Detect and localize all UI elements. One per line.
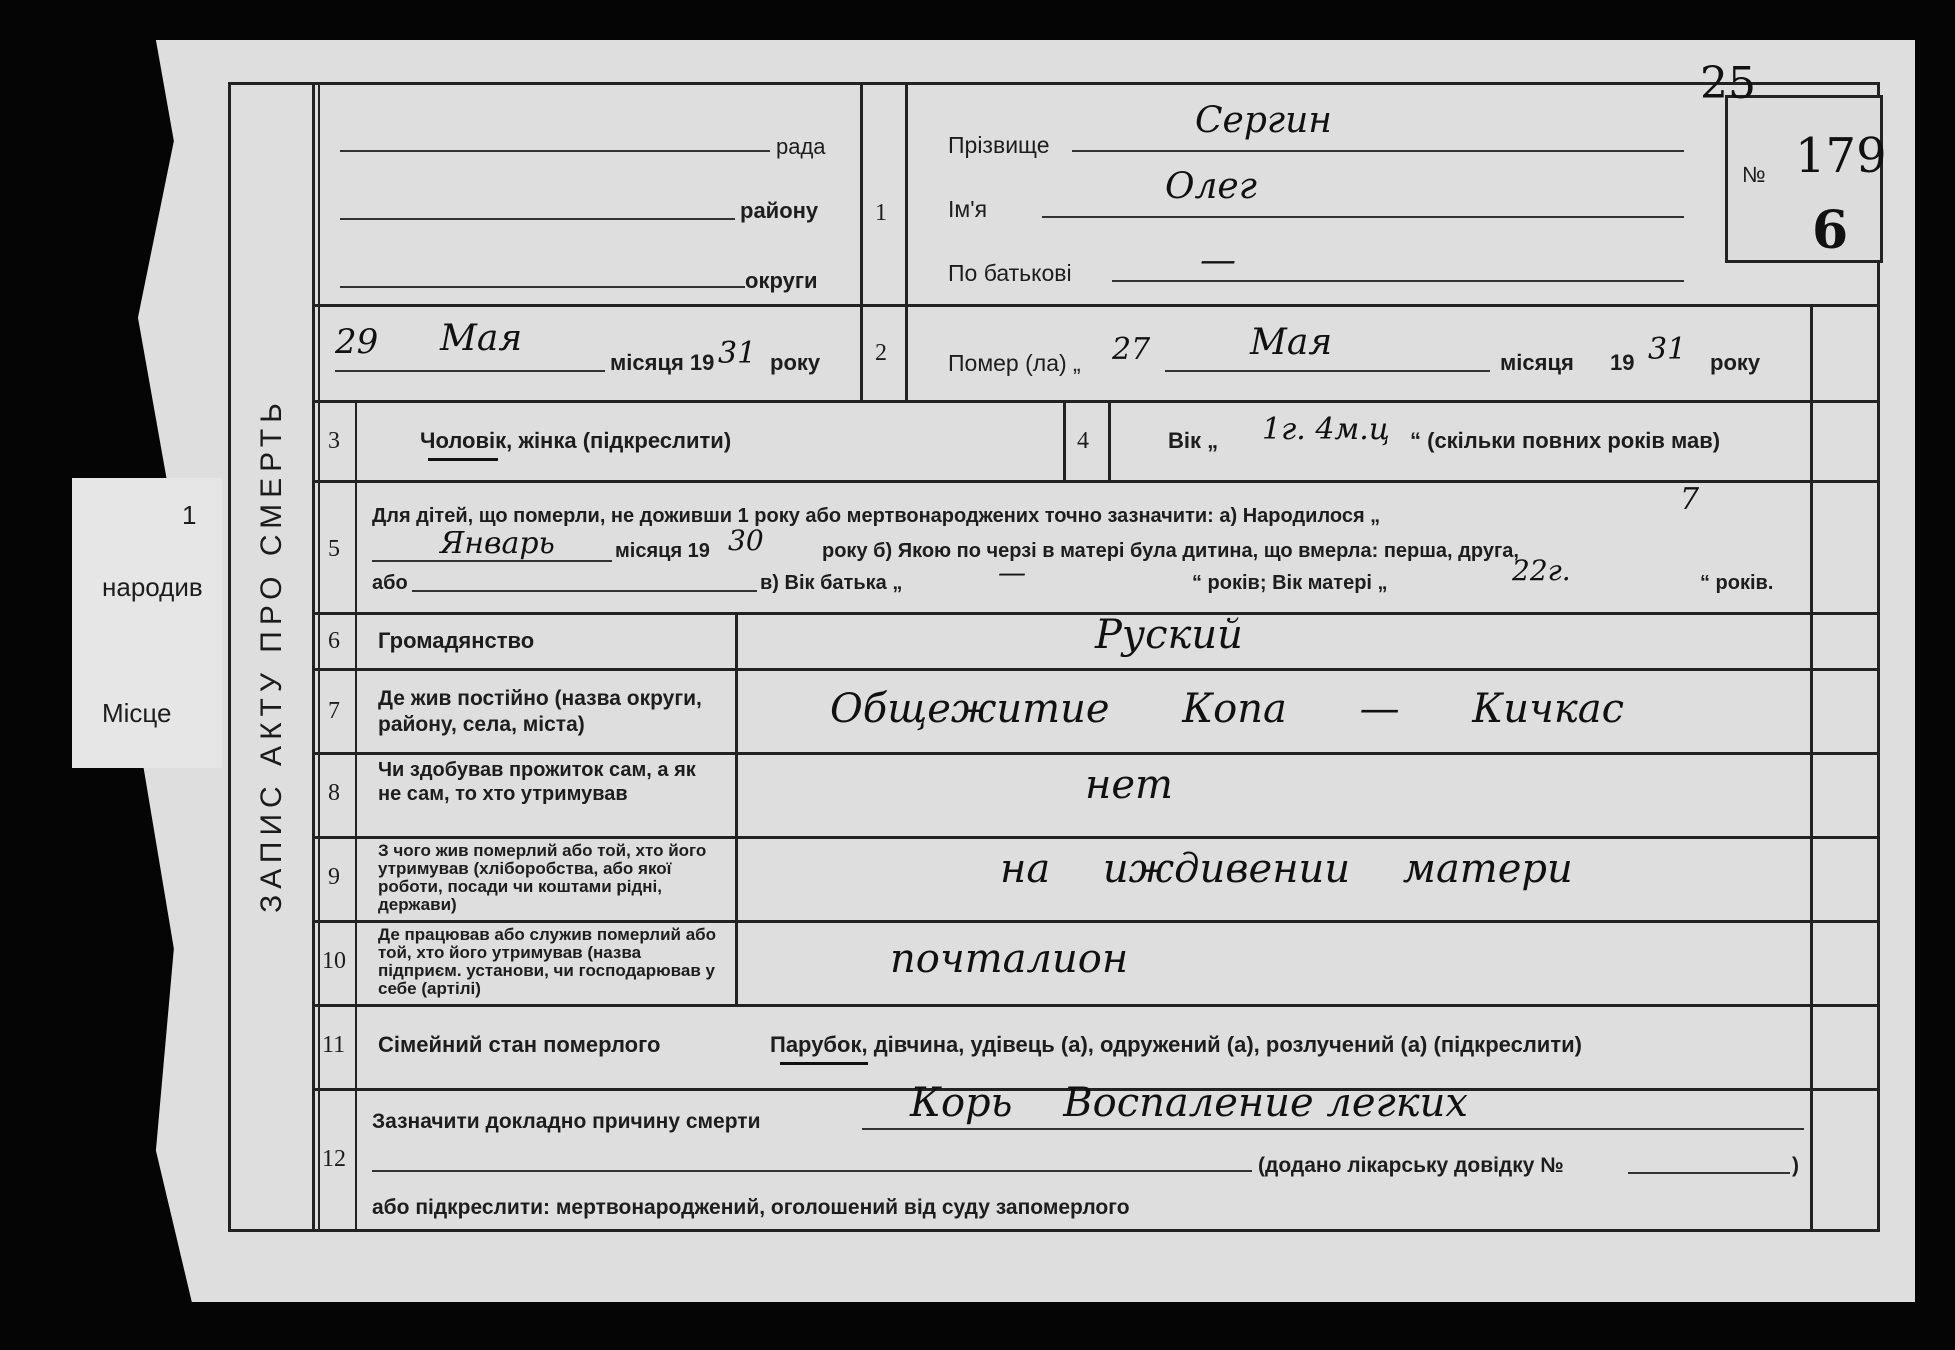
row-divider-2: [315, 400, 1880, 403]
row-divider-8: [315, 920, 1880, 923]
row-number-11: 11: [322, 1032, 346, 1058]
row-number-8: 8: [328, 780, 340, 806]
district-line: [340, 218, 735, 220]
died-label: Помер (ла) „: [948, 350, 1081, 376]
stub-born-label: народив: [102, 572, 203, 602]
row-number-12: 12: [322, 1146, 346, 1172]
row-divider-9: [315, 1004, 1880, 1007]
patronymic-value: —: [1200, 240, 1236, 281]
age-suffix: “ (скільки повних років мав): [1410, 428, 1721, 453]
citizenship-value: Руский: [1095, 612, 1243, 658]
row-number-5: 5: [328, 536, 340, 562]
reg-year-label: року: [770, 350, 821, 375]
patronymic-line: [1112, 280, 1684, 282]
livelihood-label: Чи здобував прожиток сам, а як не сам, то хто утримував: [378, 759, 696, 805]
died-month-label: місяця: [1500, 350, 1574, 375]
cause-value: Корь Воспаление легких: [910, 1080, 1468, 1126]
born-day: 7: [1680, 482, 1700, 517]
title-column-divider: [312, 82, 315, 1232]
right-column-divider: [1810, 304, 1813, 1232]
workplace-label: Де працював або служив померлий або той, хто його утримував (назва підприєм. установи, чи господарював у себе (артілі): [378, 925, 717, 998]
row-divider-5: [315, 668, 1880, 671]
reg-year: 31: [718, 336, 757, 371]
rada-line: [340, 150, 770, 152]
name-label: Ім'я: [948, 196, 988, 222]
mother-age: 22г.: [1512, 554, 1571, 587]
stub-place-label: Місце: [102, 698, 172, 728]
reg-month-label: місяця 19: [610, 350, 715, 375]
row-number-2: 2: [875, 340, 887, 366]
livelihood-value: нет: [1085, 762, 1173, 808]
surname-line: [1072, 150, 1684, 152]
cert-close: ): [1792, 1154, 1799, 1177]
born-year: 30: [728, 524, 764, 557]
form-title: ЗАПИС АКТУ ПРО СМЕРТЬ: [255, 397, 288, 913]
surname-label: Прізвище: [948, 132, 1050, 158]
died-month: Мая: [1250, 322, 1333, 363]
reg-date-line: [335, 370, 605, 372]
row-divider-1: [315, 304, 1880, 307]
header-divider: [860, 82, 863, 400]
reg-day: 29: [335, 322, 379, 362]
age-value: 1г. 4м.ц: [1262, 412, 1390, 447]
district-label: району: [740, 198, 819, 223]
sex-label: Чоловік, жінка (підкреслити): [420, 428, 732, 453]
sex-underline: [428, 458, 498, 461]
row-number-3: 3: [328, 428, 340, 454]
row-number-9: 9: [328, 864, 340, 890]
row-number-1: 1: [875, 200, 887, 226]
died-date-line: [1165, 370, 1490, 372]
marital-underline: [780, 1062, 868, 1065]
age-label: Вік „: [1168, 428, 1219, 453]
patronymic-label: По батькові: [948, 260, 1072, 286]
income-source-label: З чого жив померлий або той, хто його утримував (хліборобства, або якої роботи, посади чи коштами рідні, держави): [378, 841, 707, 914]
row3-divider: [1063, 400, 1066, 480]
label-column-divider: [735, 612, 738, 1004]
father-age: —: [998, 556, 1026, 589]
row5-line2: року б) Якою по черзі в матері була дитина, що вмерла: перша, друга,: [822, 540, 1519, 562]
marital-options: Парубок, дівчина, удівець (а), одружений (а), розлучений (а) (підкреслити): [770, 1032, 1582, 1057]
cert-label: (додано лікарську довідку №: [1258, 1154, 1564, 1177]
residence-value: Общежитие Копа — Кичкас: [830, 686, 1625, 732]
cause-line: [862, 1128, 1804, 1130]
born-month: Январь: [440, 526, 555, 561]
row-number-10: 10: [322, 948, 346, 974]
reg-month: Мая: [440, 318, 523, 359]
row-number-4: 4: [1077, 428, 1089, 454]
workplace-value: почталион: [890, 936, 1129, 982]
num-column-divider: [355, 400, 357, 1090]
form-frame: [228, 82, 1880, 1232]
cause-line-2: [372, 1170, 1252, 1172]
stub-number: 1: [182, 500, 197, 530]
row5-line3a: або: [372, 572, 408, 594]
record-number-sub: 6: [1812, 200, 1849, 261]
record-number-label: №: [1742, 162, 1766, 187]
cert-number-line: [1628, 1172, 1790, 1174]
okrug-label: округи: [745, 268, 818, 293]
name-value: Олег: [1165, 166, 1257, 207]
row5-line1: Для дітей, що померли, не доживши 1 року або мертвонароджених точно зазначити: а) Народилося „: [372, 505, 1381, 527]
row-number-6: 6: [328, 628, 340, 654]
died-year-label: року: [1710, 350, 1761, 375]
row5-line3b: в) Вік батька „: [760, 572, 903, 594]
record-number-value: 179: [1795, 128, 1887, 184]
num-col-divider-top: [905, 82, 908, 400]
residence-label: Де жив постійно (назва округи, району, села, міста): [378, 687, 702, 736]
rada-label: рада: [776, 134, 826, 159]
died-year: 31: [1648, 332, 1687, 367]
income-source-value: на иждивении матери: [1000, 846, 1573, 892]
record-number-top: 25: [1700, 58, 1756, 109]
alt-label: або підкреслити: мертвонароджений, оголошений від суду запомерлого: [372, 1196, 1130, 1219]
row-divider-6: [315, 752, 1880, 755]
okrug-line: [340, 286, 745, 288]
row5-month-label: місяця 19: [615, 540, 710, 562]
num-column-divider-12: [355, 1088, 357, 1232]
cause-label: Зазначити докладно причину смерти: [372, 1110, 761, 1133]
citizenship-label: Громадянство: [378, 628, 535, 653]
died-day: 27: [1112, 332, 1151, 367]
died-year-prefix: 19: [1610, 350, 1635, 375]
row5-or-line: [412, 590, 757, 592]
title-column-divider-2: [318, 82, 320, 1232]
row5-line3c: “ років; Вік матері „: [1192, 572, 1388, 594]
row4-num-divider: [1108, 400, 1111, 480]
row-number-7: 7: [328, 698, 340, 724]
marital-label: Сімейний стан померлого: [378, 1032, 661, 1057]
row5-line3d: “ років.: [1700, 572, 1774, 594]
name-line: [1042, 216, 1684, 218]
row-divider-3: [315, 480, 1880, 483]
row-divider-7: [315, 836, 1880, 839]
surname-value: Сергин: [1195, 100, 1332, 141]
